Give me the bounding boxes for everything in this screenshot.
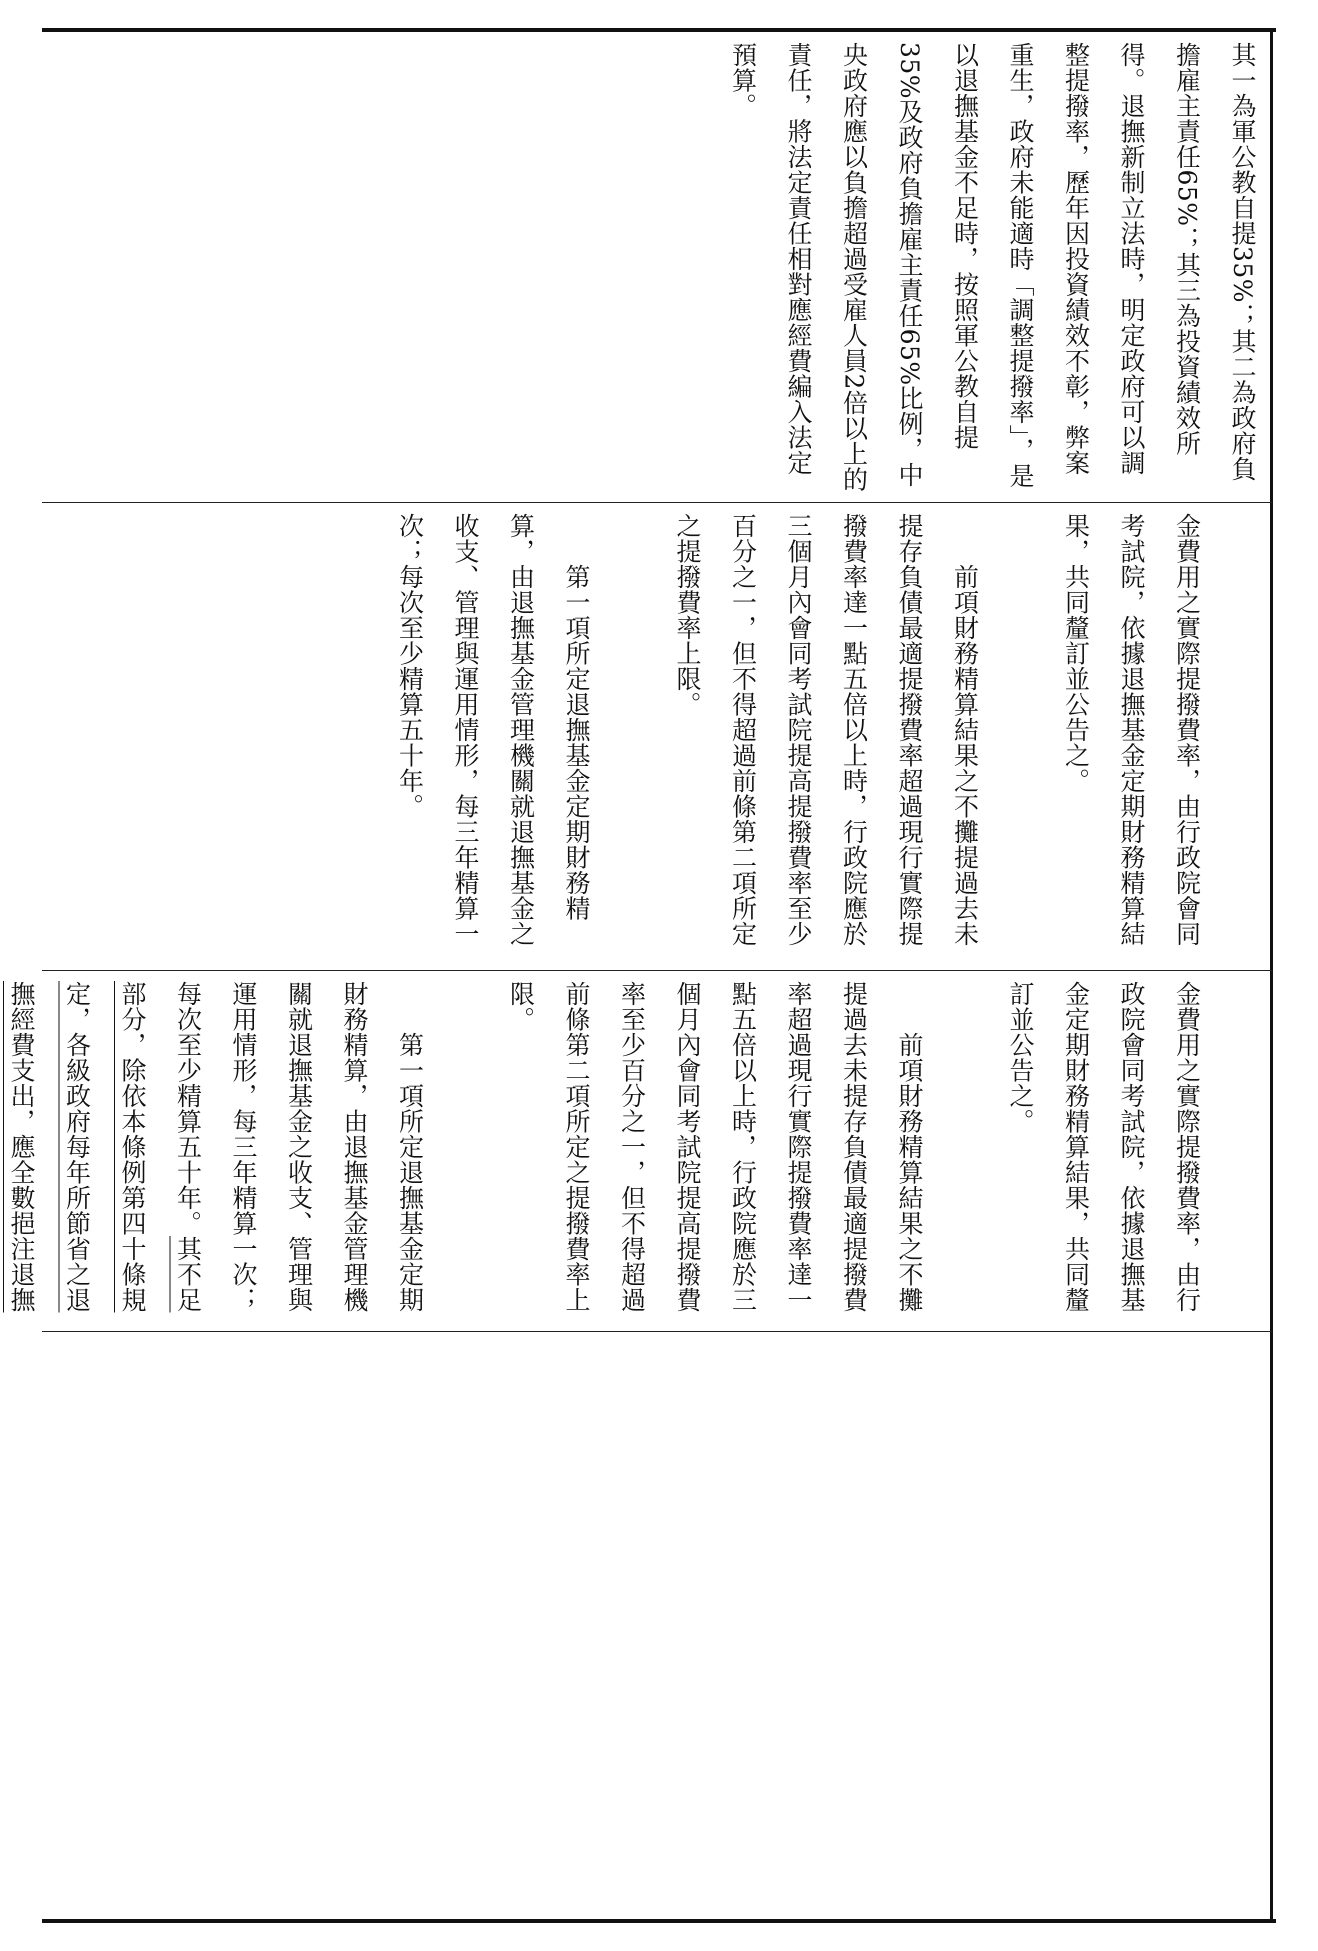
current-provision-text: [327, 513, 1271, 960]
table-row-empty: [42, 1332, 1270, 1919]
current-provision-paragraph-2: 前項財務精算結果之不攤提過去未提存負債最適提撥費率超過現行實際提撥費率達一點五倍以上時，行政院應於三個月內會同考試院提高提撥費率至少百分之一，但不得超過前條第二項所定之提撥費率上限。: [673, 513, 980, 947]
table-row-explanation: [42, 32, 1270, 502]
amended-provision-paragraph-2: 前項財務精算結果之不攤提過去未提存負債最適提撥費率超過現行實際提撥費率達一點五倍以上時，行政院應於三個月內會同考試院提高提撥費率至少百分之一，但不得超過前條第二項所定之提撥費率上限。: [506, 981, 924, 1313]
bottom-border-rule: [42, 1919, 1276, 1923]
current-provision-paragraph-1: 金費用之實際提撥費率，由行政院會同考試院，依據退撫基金定期財務精算結果，共同釐訂並公告之。: [1061, 513, 1202, 947]
right-border-rule: [1270, 28, 1273, 1923]
amended-provision-text: [0, 981, 1270, 1321]
table-row-current-text: [42, 503, 1270, 970]
amended-provision-paragraph-3: [0, 981, 438, 1321]
amended-provision-plain-text: 第一項所定退撫基金定期財務精算，由退撫基金管理機關就退撫基金之收支、管理與運用情形，每三年精算一次；每次至少精算五十年。: [173, 981, 425, 1313]
current-provision-paragraph-3: 第一項所定退撫基金定期財務精算，由退撫基金管理機關就退撫基金之收支、管理與運用情形，每三年精算一次；每次至少精算五十年。: [395, 513, 591, 947]
amended-provision-paragraph-1: 金費用之實際提撥費率，由行政院會同考試院，依據退撫基金定期財務精算結果，共同釐訂並公告之。: [1006, 981, 1202, 1313]
table-row-amended-text: [7, 971, 1270, 1331]
explanation-text: 其一為軍公教自提35%；其二為政府負擔雇主責任65%；其三為投資績效所得。退撫新制立法時，明定政府可以調整提撥率，歷年因投資績效不彰，弊案重生，政府未能適時「調整提撥率」，是以退撫基金不足時，按照軍公教自提35%及政府負擔雇主責任65%比例，中央政府應以負擔超過受雇人員2倍以上的責任，將法定責任相對應經費編入法定預算。: [728, 42, 1257, 492]
amended-provision-underlined-text: 其不足部分，除依本條例第四十條規定，各級政府每年所節省之退撫經費支出，應全數挹注退撫: [7, 981, 203, 1313]
